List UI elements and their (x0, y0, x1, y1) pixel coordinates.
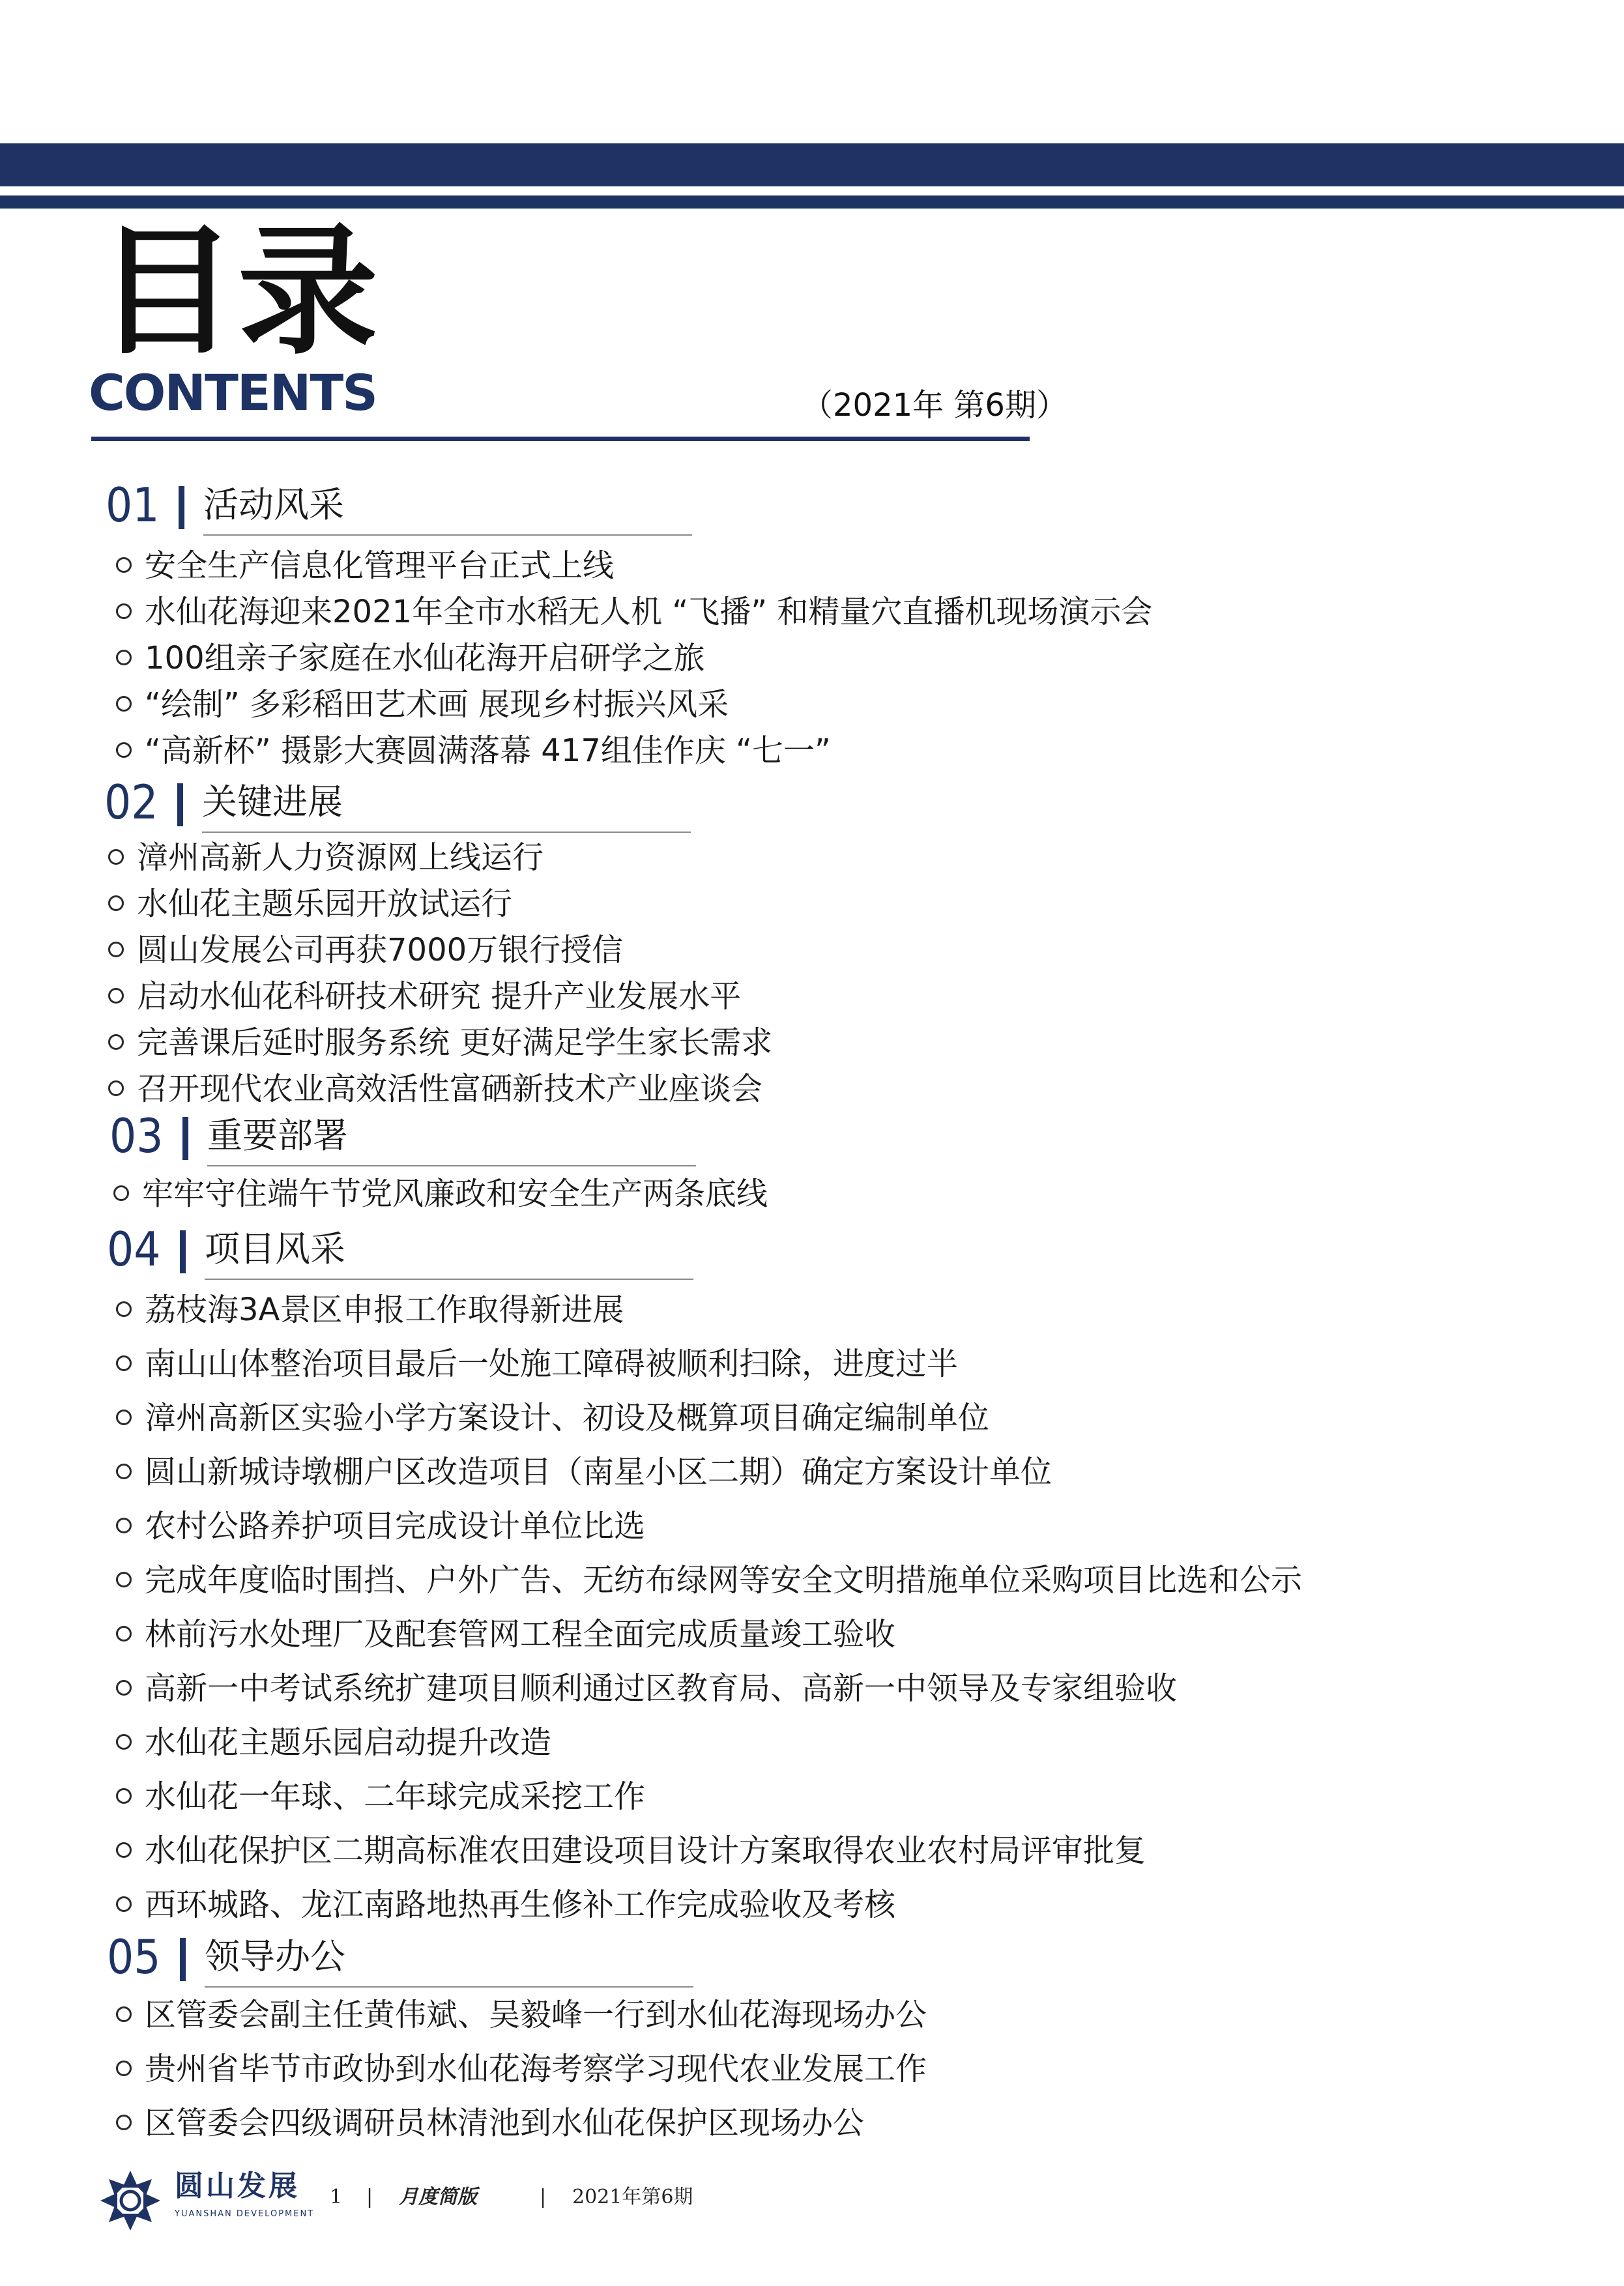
section-title: 项目风采 (205, 1228, 345, 1269)
list-item: 水仙花主题乐园启动提升改造 (116, 1723, 551, 1762)
list-item: 100组亲子家庭在水仙花海开启研学之旅 (116, 639, 705, 678)
circle-bullet-icon (116, 1572, 132, 1587)
list-item: 安全生产信息化管理平台正式上线 (116, 546, 614, 585)
page-subtitle-en: CONTENTS (89, 364, 377, 422)
section-rule (202, 832, 691, 833)
section-bar (180, 1938, 186, 1981)
list-item: 区管委会副主任黄伟斌、吴毅峰一行到水仙花海现场办公 (116, 1995, 927, 2034)
list-item: 完善课后延时服务系统 更好满足学生家长需求 (108, 1023, 772, 1062)
header-band-thin (0, 195, 1624, 209)
circle-bullet-icon (116, 1410, 132, 1425)
footer-separator: | (540, 2186, 547, 2208)
list-item: 完成年度临时围挡、户外广告、无纺布绿网等安全文明措施单位采购项目比选和公示 (116, 1561, 1302, 1600)
list-item: 水仙花一年球、二年球完成采挖工作 (116, 1777, 645, 1816)
page-footer (0, 2160, 1624, 2245)
section-number: 03 (109, 1108, 164, 1163)
section-title: 领导办公 (205, 1936, 345, 1977)
list-item: 召开现代农业高效活性富硒新技术产业座谈会 (108, 1069, 762, 1108)
list-item: “高新杯” 摄影大赛圆满落幕 417组佳作庆 “七一” (116, 731, 831, 770)
section-number: 02 (104, 775, 158, 830)
section-title: 活动风采 (203, 484, 344, 525)
circle-bullet-icon (116, 2061, 132, 2076)
section-title: 重要部署 (207, 1115, 348, 1156)
circle-bullet-icon (108, 895, 124, 911)
circle-bullet-icon (116, 2006, 132, 2022)
list-item: 圆山新城诗墩棚户区改造项目（南星小区二期）确定方案设计单位 (116, 1453, 1052, 1492)
logo-text: 圆山发展 (175, 2169, 300, 2203)
list-item: 区管委会四级调研员林清池到水仙花保护区现场办公 (116, 2104, 864, 2143)
circle-bullet-icon (116, 1464, 132, 1479)
list-item: 农村公路养护项目完成设计单位比选 (116, 1507, 645, 1546)
circle-bullet-icon (108, 1034, 124, 1050)
section-rule (205, 1279, 693, 1280)
circle-bullet-icon (116, 557, 132, 573)
circle-bullet-icon (116, 1734, 132, 1750)
list-item: 漳州高新区实验小学方案设计、初设及概算项目确定编制单位 (116, 1398, 989, 1438)
circle-bullet-icon (108, 849, 124, 865)
section-number: 05 (107, 1930, 161, 1984)
circle-bullet-icon (116, 1680, 132, 1696)
circle-bullet-icon (116, 1355, 132, 1371)
section-bar (182, 1117, 188, 1160)
logo-subtext: YUANSHAN DEVELOPMENT (175, 2209, 315, 2219)
list-item: 南山山体整治项目最后一处施工障碍被顺利扫除，进度过半 (116, 1344, 958, 1383)
list-item: 圆山发展公司再获7000万银行授信 (108, 931, 623, 970)
list-item: 林前污水处理厂及配套管网工程全面完成质量竣工验收 (116, 1615, 895, 1654)
list-item: 启动水仙花科研技术研究 提升产业发展水平 (108, 977, 741, 1016)
circle-bullet-icon (116, 696, 132, 712)
logo-emblem-icon (98, 2168, 163, 2233)
section-bar (180, 1230, 186, 1273)
list-item: 贵州省毕节市政协到水仙花海考察学习现代农业发展工作 (116, 2049, 927, 2089)
page-number: 1 (330, 2186, 343, 2208)
list-item: 西环城路、龙江南路地热再生修补工作完成验收及考核 (116, 1885, 895, 1924)
circle-bullet-icon (116, 1626, 132, 1642)
circle-bullet-icon (116, 1301, 132, 1317)
title-underline (91, 437, 1030, 441)
page-title: 目录 (96, 210, 379, 373)
list-item: 荔枝海3A景区申报工作取得新进展 (116, 1290, 624, 1329)
section-bar (177, 783, 183, 826)
circle-bullet-icon (108, 1080, 124, 1096)
section-rule (203, 534, 692, 536)
list-item: 漳州高新人力资源网上线运行 (108, 838, 544, 877)
list-item: 水仙花海迎来2021年全市水稻无人机 “飞播” 和精量穴直播机现场演示会 (116, 592, 1152, 631)
circle-bullet-icon (116, 1896, 132, 1912)
publication-name: 月度简版 (399, 2186, 477, 2208)
list-item: “绘制” 多彩稻田艺术画 展现乡村振兴风采 (116, 685, 729, 724)
list-item: 水仙花保护区二期高标准农田建设项目设计方案取得农业农村局评审批复 (116, 1831, 1146, 1870)
section-title: 关键进展 (202, 781, 343, 822)
circle-bullet-icon (116, 2115, 132, 2130)
circle-bullet-icon (116, 1842, 132, 1858)
section-rule (205, 1986, 693, 1988)
circle-bullet-icon (116, 742, 132, 758)
section-bar (179, 486, 184, 529)
footer-separator: | (366, 2186, 373, 2208)
circle-bullet-icon (116, 603, 132, 619)
section-number: 04 (107, 1222, 161, 1277)
header-band-thick (0, 143, 1624, 186)
circle-bullet-icon (113, 1185, 129, 1201)
footer-issue: 2021年第6期 (572, 2186, 693, 2208)
section-rule (207, 1165, 696, 1166)
circle-bullet-icon (116, 650, 132, 665)
section-number: 01 (106, 478, 160, 532)
issue-label: （2021年 第6期） (802, 387, 1067, 424)
list-item: 牢牢守住端午节党风廉政和安全生产两条底线 (113, 1174, 768, 1213)
circle-bullet-icon (116, 1518, 132, 1533)
circle-bullet-icon (108, 988, 124, 1004)
list-item: 高新一中考试系统扩建项目顺利通过区教育局、高新一中领导及专家组验收 (116, 1669, 1177, 1708)
list-item: 水仙花主题乐园开放试运行 (108, 884, 512, 923)
circle-bullet-icon (108, 942, 124, 957)
circle-bullet-icon (116, 1788, 132, 1804)
